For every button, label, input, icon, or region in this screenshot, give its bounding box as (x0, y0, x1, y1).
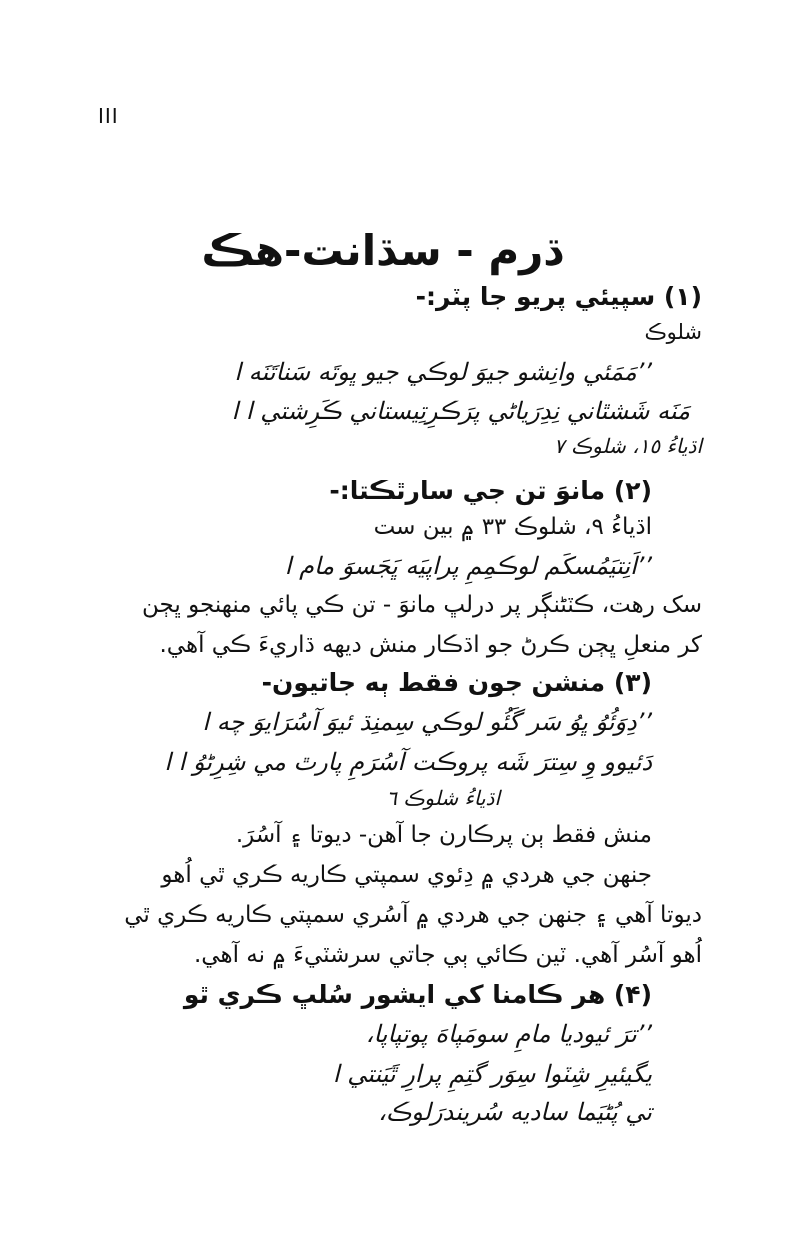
shlok-label: شلوڪ (644, 320, 702, 344)
section-heading-3: (٣) منشن جون فقط ٻه جاتيون- (261, 668, 652, 697)
paragraph-line: منش فقط ٻن پرڪارن جا آهن- ديوتا ۽ آسُرَ. (235, 822, 652, 848)
section-heading-2: (٢) مانوَ تن جي سارٿڪتا:- (329, 476, 652, 505)
paragraph-line: جنهن جي هردي ۾ دِئوي سمپتي ڪاريه ڪري ٿي اُهو (161, 862, 652, 888)
paragraph-line: اُهو آسُر آهي. ٽين ڪائي ٻي جاتي سرشٽيءَ ۾ نه آهي. (194, 942, 702, 968)
chapter-title: ڌرم - سڌانت-هڪ (201, 226, 562, 275)
paragraph-line: کر منعلِ ڀڄن ڪرڻ جو اڌڪار منش ديهه ڌاريءَ ڪي آهي. (159, 632, 702, 658)
section-heading-1: (١) سپيئي پريو جا پٽر:- (415, 282, 702, 311)
verse-line: ’’دِوَئُوُ ڀوُ سَر گَئُو لوڪي سِمنِڌ ئيوَ آسُرَايوَ چه ا (202, 708, 652, 736)
verse-line: دَئيوو وِ سِترَ شَه پروڪت آسُرَمِ پارٿ مي شِرِڻوُ ا ا (164, 748, 652, 776)
verse-line: يگيئيرِ شِٽوا سِوَر گتِمِ پرارِ ٿَيَنتي ا (332, 1060, 652, 1088)
verse-line: ’’ترَ ئيوديا مامِ سومَپاهَ پوتپاپا، (365, 1020, 652, 1048)
verse-line: ’’مَمَئي وانِشو جيوَ لوڪي جيو ڀوتَه سَناتَنَه ا (234, 358, 652, 386)
page-number: III (98, 104, 119, 128)
paragraph-line: ديوتا آهي ۽ جنهن جي هردي ۾ آسُري سمپتي ڪاريه ڪري ٿي (124, 902, 702, 928)
paragraph-line: اڌياءُ ٩، شلوڪ ٣٣ ۾ بين ست (373, 514, 652, 540)
verse-line: تي پُڻيَما ساديه سُريندرَلوڪ، (378, 1098, 652, 1126)
verse-line: مَنَه شَشٿاني نِدِرَياڻي پرَڪرِتِيستاني ڪَرِشتي ا ا (231, 397, 690, 425)
verse-reference: اڌياءُ شلوڪ ٦ (386, 786, 500, 810)
verse-line: ’’اَنِتيَمُسکَم لوڪمِمِ پراپيَه ڀَجَسوَ مام ا (284, 552, 652, 580)
verse-reference: اڌياءُ ١٥، شلوڪ ٧ (553, 434, 702, 458)
paragraph-line: سک رهت، ڪٽڻنڳر پر درلڀ مانوَ - تن ڪي پائي منهنجو ڀڄن (142, 592, 702, 618)
section-heading-4: (۴) هر ڪامنا کي ايشور سُلڀ ڪري ٿو (183, 980, 652, 1009)
